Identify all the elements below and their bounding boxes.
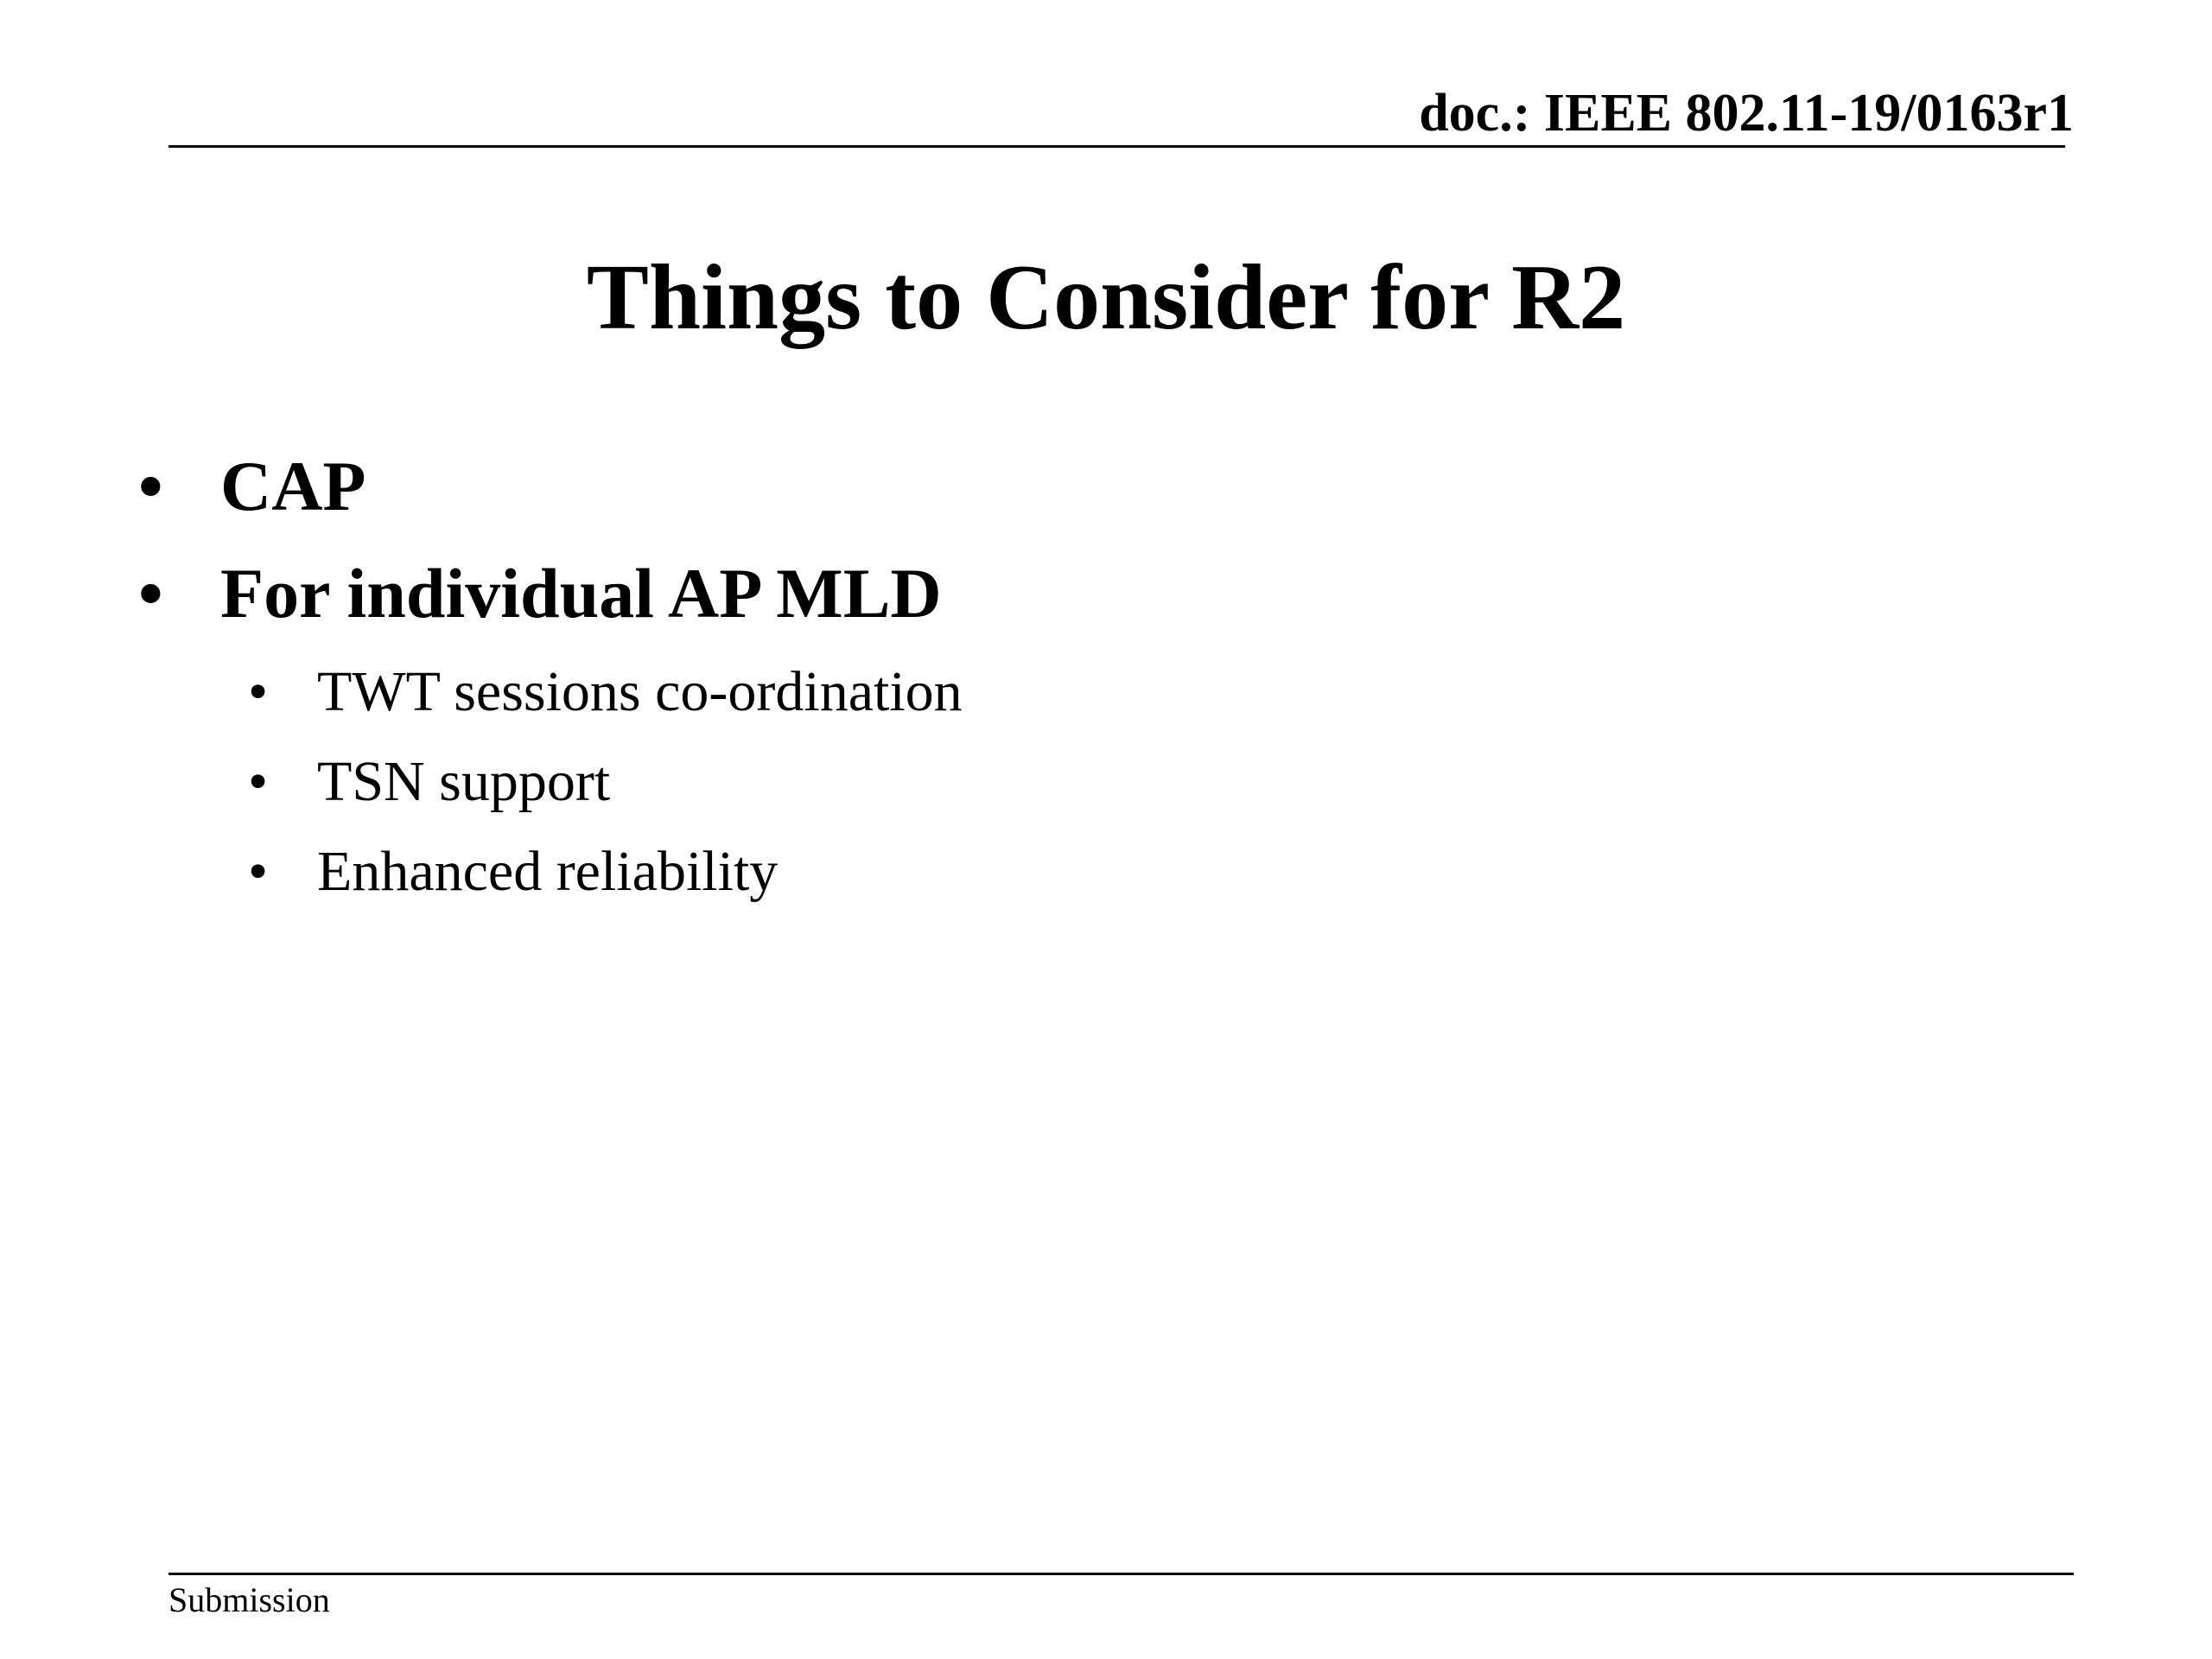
bullet-icon: • (138, 554, 163, 632)
list-item (248, 660, 963, 723)
bullet-icon: • (248, 660, 269, 723)
list-item (248, 840, 779, 903)
list-item-text: Enhanced reliability (317, 840, 779, 903)
slide-title: Things to Consider for R2 (586, 246, 1626, 349)
footer-label: Submission (168, 1580, 330, 1619)
bullet-icon: • (138, 447, 163, 525)
bullet-icon: • (248, 840, 269, 903)
list-item-text: TSN support (317, 750, 611, 813)
list-item-text: TWT sessions co-ordination (317, 660, 963, 723)
footer-divider (168, 1573, 2074, 1575)
list-item (138, 447, 366, 525)
bullet-icon: • (248, 750, 269, 813)
list-item-text: CAP (220, 447, 366, 525)
list-item (248, 750, 611, 813)
document-id: doc.: IEEE 802.11-19/0163r1 (1419, 84, 2074, 143)
list-item (138, 554, 942, 632)
list-item-text: For individual AP MLD (220, 554, 942, 632)
